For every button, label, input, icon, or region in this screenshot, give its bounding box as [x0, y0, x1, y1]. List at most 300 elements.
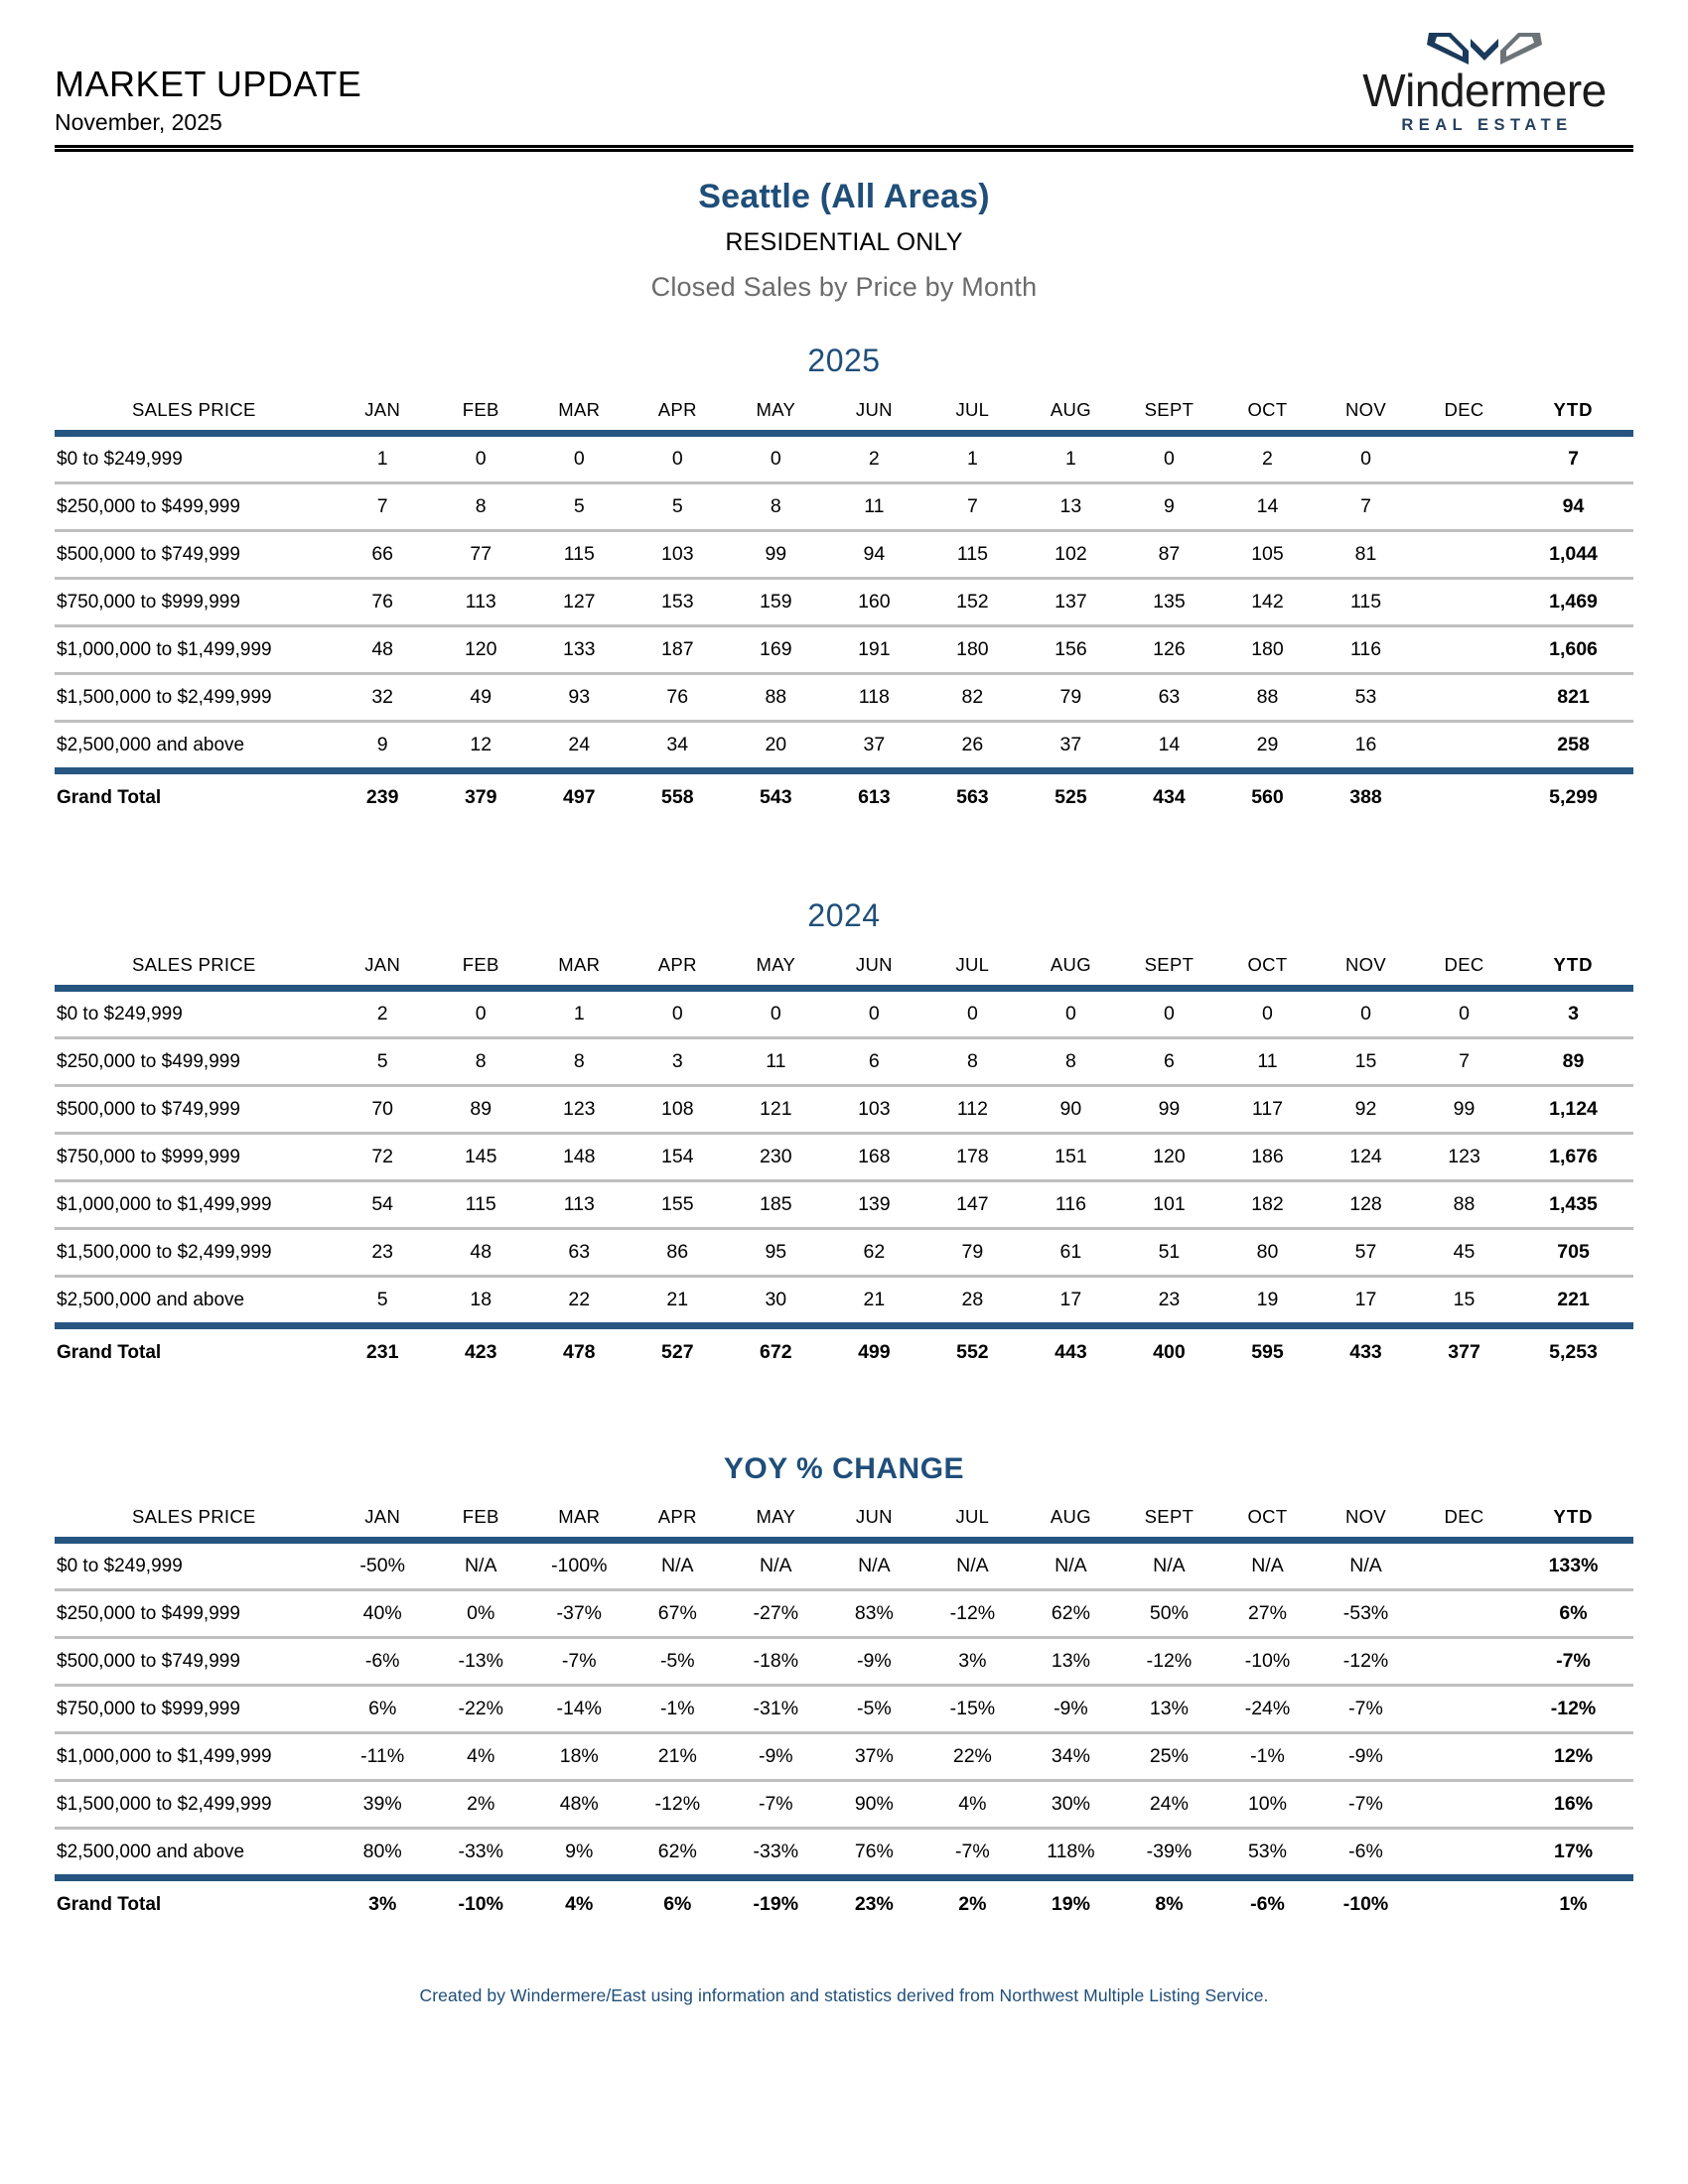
cell-sept: 101: [1120, 1181, 1218, 1229]
cell-sept: 0: [1120, 989, 1218, 1038]
total-cell-may: 543: [760, 786, 792, 808]
cell-jan: 54: [334, 1181, 432, 1229]
cell-jun: 37%: [825, 1733, 923, 1781]
col-header-nov: NOV: [1345, 1506, 1386, 1527]
cell-mar: 24: [530, 722, 629, 771]
cell-sept: N/A: [1120, 1541, 1218, 1590]
cell-mar: 48%: [530, 1781, 629, 1829]
cell-jul: 79: [923, 1229, 1022, 1277]
cell-may: 30: [727, 1277, 825, 1326]
cell-mar: 127: [530, 579, 629, 626]
cell-nov: 116: [1317, 626, 1415, 674]
col-header-ytd: YTD: [1553, 954, 1594, 975]
cell-oct: 186: [1218, 1134, 1317, 1181]
total-cell-apr: 527: [661, 1341, 694, 1363]
col-header-apr: APR: [657, 399, 697, 420]
cell-apr: 0: [629, 989, 727, 1038]
cell-aug: 13: [1022, 483, 1120, 531]
cell-may: 121: [727, 1086, 825, 1134]
table-row-grand-total: [55, 1878, 1633, 1928]
cell-sept: 50%: [1120, 1590, 1218, 1638]
cell-jun: -5%: [825, 1686, 923, 1733]
cell-feb: 115: [432, 1181, 530, 1229]
cell-feb: -33%: [432, 1829, 530, 1878]
row-label-price-band: $2,500,000 and above: [55, 1277, 334, 1326]
total-cell-jul: 2%: [958, 1893, 987, 1915]
total-cell-apr: 558: [661, 786, 694, 808]
cell-feb: 2%: [432, 1781, 530, 1829]
cell-jan: 9: [334, 722, 432, 771]
cell-sept: 63: [1120, 674, 1218, 722]
table-body: [55, 1541, 1633, 1928]
cell-ytd: 1,606: [1513, 626, 1633, 674]
cell-feb: -13%: [432, 1638, 530, 1686]
sales-table-2025: [55, 393, 1633, 820]
cell-may: 88: [727, 674, 825, 722]
total-cell-dec: 377: [1448, 1341, 1480, 1363]
total-cell-jan: 3%: [368, 1893, 397, 1915]
cell-jun: 168: [825, 1134, 923, 1181]
cell-apr: 86: [629, 1229, 727, 1277]
cell-apr: 187: [629, 626, 727, 674]
col-header-jul: JUL: [955, 954, 990, 975]
sales-table-2024: [55, 948, 1633, 1375]
cell-ytd: 12%: [1513, 1733, 1633, 1781]
cell-apr: 154: [629, 1134, 727, 1181]
cell-nov: -9%: [1317, 1733, 1415, 1781]
cell-dec: 99: [1415, 1086, 1513, 1134]
cell-nov: 53: [1317, 674, 1415, 722]
cell-aug: 37: [1022, 722, 1120, 771]
footer-credit: Created by Windermere/East using information and statistics derived from Northwest Multiple Listing Service.: [419, 1985, 1269, 2005]
cell-aug: 8: [1022, 1038, 1120, 1086]
cell-feb: 48: [432, 1229, 530, 1277]
cell-mar: 0: [530, 434, 629, 483]
cell-ytd: 16%: [1513, 1781, 1633, 1829]
row-label-price-band: $250,000 to $499,999: [55, 1590, 334, 1638]
report-title-block: [55, 178, 1633, 303]
row-label-price-band: $0 to $249,999: [55, 1541, 334, 1590]
report-area-title: Seattle (All Areas): [698, 178, 990, 215]
cell-dec: 0: [1415, 989, 1513, 1038]
cell-nov: -12%: [1317, 1638, 1415, 1686]
cell-mar: 8: [530, 1038, 629, 1086]
total-cell-feb: -10%: [458, 1893, 503, 1915]
cell-apr: 5: [629, 483, 727, 531]
cell-nov: 16: [1317, 722, 1415, 771]
total-cell-feb: 423: [464, 1341, 497, 1363]
total-cell-nov: -10%: [1342, 1893, 1389, 1915]
cell-aug: 102: [1022, 531, 1120, 579]
cell-jan: -6%: [334, 1638, 432, 1686]
cell-jun: 0: [825, 989, 923, 1038]
cell-jan: -11%: [334, 1733, 432, 1781]
cell-jul: 22%: [923, 1733, 1022, 1781]
row-label-grand-total: Grand Total: [57, 1341, 162, 1363]
col-header-dec: DEC: [1444, 954, 1484, 975]
cell-ytd: 221: [1513, 1277, 1633, 1326]
cell-apr: 34: [629, 722, 727, 771]
col-header-aug: AUG: [1050, 1506, 1091, 1527]
cell-jan: 72: [334, 1134, 432, 1181]
col-header-nov: NOV: [1345, 399, 1386, 420]
cell-may: -31%: [727, 1686, 825, 1733]
cell-ytd: 821: [1513, 674, 1633, 722]
table-header-row: [55, 948, 1633, 989]
cell-may: 0: [727, 989, 825, 1038]
table-header-row: [55, 393, 1633, 434]
cell-dec: [1415, 531, 1513, 579]
table-row: [55, 1181, 1633, 1229]
cell-jul: 180: [923, 626, 1022, 674]
table-row: [55, 1781, 1633, 1829]
cell-aug: 62%: [1022, 1590, 1120, 1638]
cell-aug: 156: [1022, 626, 1120, 674]
cell-jul: 115: [923, 531, 1022, 579]
cell-jan: 76: [334, 579, 432, 626]
cell-sept: 23: [1120, 1277, 1218, 1326]
cell-feb: 89: [432, 1086, 530, 1134]
cell-jan: 70: [334, 1086, 432, 1134]
cell-dec: [1415, 1733, 1513, 1781]
cell-jun: 160: [825, 579, 923, 626]
cell-jul: 28: [923, 1277, 1022, 1326]
cell-mar: 148: [530, 1134, 629, 1181]
total-cell-feb: 379: [464, 786, 497, 808]
col-header-oct: OCT: [1247, 399, 1288, 420]
logo-tagline: REAL ESTATE: [1401, 116, 1573, 134]
col-header-aug: AUG: [1050, 954, 1091, 975]
cell-jul: 0: [923, 989, 1022, 1038]
col-header-sales-price: SALES PRICE: [132, 954, 256, 975]
page-header: [55, 0, 1633, 139]
cell-dec: [1415, 1686, 1513, 1733]
col-header-jul: JUL: [955, 1506, 990, 1527]
table-row: [55, 483, 1633, 531]
cell-ytd: 1,435: [1513, 1181, 1633, 1229]
cell-jun: 21: [825, 1277, 923, 1326]
cell-oct: 53%: [1218, 1829, 1317, 1878]
cell-oct: 142: [1218, 579, 1317, 626]
cell-jan: 7: [334, 483, 432, 531]
cell-ytd: 258: [1513, 722, 1633, 771]
cell-aug: 34%: [1022, 1733, 1120, 1781]
col-header-ytd: YTD: [1553, 1506, 1594, 1527]
cell-sept: -12%: [1120, 1638, 1218, 1686]
row-label-price-band: $1,500,000 to $2,499,999: [55, 1781, 334, 1829]
col-header-jun: JUN: [855, 399, 893, 420]
cell-mar: 133: [530, 626, 629, 674]
cell-oct: 10%: [1218, 1781, 1317, 1829]
cell-feb: N/A: [432, 1541, 530, 1590]
cell-oct: -10%: [1218, 1638, 1317, 1686]
row-label-price-band: $500,000 to $749,999: [55, 1638, 334, 1686]
report-property-type: RESIDENTIAL ONLY: [725, 228, 963, 256]
cell-dec: [1415, 579, 1513, 626]
cell-aug: 61: [1022, 1229, 1120, 1277]
total-cell-aug: 443: [1055, 1341, 1087, 1363]
cell-ytd: 705: [1513, 1229, 1633, 1277]
total-cell-dec: [1415, 1878, 1513, 1928]
row-label-price-band: $500,000 to $749,999: [55, 531, 334, 579]
col-header-feb: FEB: [462, 954, 499, 975]
total-cell-sept: 434: [1153, 786, 1186, 808]
cell-feb: -22%: [432, 1686, 530, 1733]
row-label-price-band: $0 to $249,999: [55, 989, 334, 1038]
total-cell-jun: 23%: [854, 1893, 894, 1915]
cell-aug: 137: [1022, 579, 1120, 626]
table-body: [55, 434, 1633, 821]
cell-jul: 8: [923, 1038, 1022, 1086]
table-row: [55, 1541, 1633, 1590]
cell-apr: 21%: [629, 1733, 727, 1781]
cell-may: -27%: [727, 1590, 825, 1638]
cell-may: 8: [727, 483, 825, 531]
cell-apr: 153: [629, 579, 727, 626]
cell-sept: 24%: [1120, 1781, 1218, 1829]
col-header-may: MAY: [756, 399, 796, 420]
yoy-change-table: [55, 1500, 1633, 1927]
cell-feb: 0%: [432, 1590, 530, 1638]
cell-sept: 99: [1120, 1086, 1218, 1134]
cell-jun: 37: [825, 722, 923, 771]
cell-jul: N/A: [923, 1541, 1022, 1590]
cell-ytd: -12%: [1513, 1686, 1633, 1733]
cell-jun: 76%: [825, 1829, 923, 1878]
total-cell-dec: [1415, 771, 1513, 821]
cell-apr: N/A: [629, 1541, 727, 1590]
cell-sept: 25%: [1120, 1733, 1218, 1781]
table-row: [55, 1038, 1633, 1086]
cell-dec: [1415, 1781, 1513, 1829]
cell-jun: 103: [825, 1086, 923, 1134]
row-label-price-band: $500,000 to $749,999: [55, 1086, 334, 1134]
cell-jul: -12%: [923, 1590, 1022, 1638]
windermere-w-chevron-icon: [1336, 26, 1633, 68]
cell-oct: 14: [1218, 483, 1317, 531]
report-description: Closed Sales by Price by Month: [650, 272, 1038, 302]
cell-mar: 93: [530, 674, 629, 722]
cell-feb: 0: [432, 989, 530, 1038]
cell-sept: 135: [1120, 579, 1218, 626]
cell-aug: 116: [1022, 1181, 1120, 1229]
cell-jun: N/A: [825, 1541, 923, 1590]
cell-feb: 8: [432, 483, 530, 531]
row-label-price-band: $1,000,000 to $1,499,999: [55, 1181, 334, 1229]
col-header-aug: AUG: [1050, 399, 1091, 420]
col-header-apr: APR: [657, 1506, 697, 1527]
cell-ytd: 6%: [1513, 1590, 1633, 1638]
col-header-dec: DEC: [1444, 1506, 1484, 1527]
row-label-price-band: $750,000 to $999,999: [55, 579, 334, 626]
cell-dec: [1415, 626, 1513, 674]
total-cell-oct: 560: [1251, 786, 1284, 808]
section-heading-2024: 2024: [807, 897, 881, 933]
cell-aug: 1: [1022, 434, 1120, 483]
cell-nov: -6%: [1317, 1829, 1415, 1878]
cell-oct: 80: [1218, 1229, 1317, 1277]
cell-apr: -5%: [629, 1638, 727, 1686]
cell-feb: 0: [432, 434, 530, 483]
cell-dec: 88: [1415, 1181, 1513, 1229]
cell-jul: 4%: [923, 1781, 1022, 1829]
cell-feb: 113: [432, 579, 530, 626]
cell-ytd: 17%: [1513, 1829, 1633, 1878]
cell-may: N/A: [727, 1541, 825, 1590]
cell-jan: 6%: [334, 1686, 432, 1733]
table-row: [55, 1829, 1633, 1878]
cell-feb: 12: [432, 722, 530, 771]
cell-jul: 152: [923, 579, 1022, 626]
table-row: [55, 531, 1633, 579]
cell-jun: 191: [825, 626, 923, 674]
cell-mar: 18%: [530, 1733, 629, 1781]
cell-ytd: 94: [1513, 483, 1633, 531]
cell-apr: -1%: [629, 1686, 727, 1733]
cell-dec: [1415, 722, 1513, 771]
cell-may: 0: [727, 434, 825, 483]
table-body: [55, 989, 1633, 1376]
cell-sept: -39%: [1120, 1829, 1218, 1878]
cell-nov: 92: [1317, 1086, 1415, 1134]
total-cell-sept: 8%: [1155, 1893, 1184, 1915]
table-row-grand-total: [55, 771, 1633, 821]
cell-oct: -1%: [1218, 1733, 1317, 1781]
col-header-sales-price: SALES PRICE: [132, 1506, 256, 1527]
cell-jan: 80%: [334, 1829, 432, 1878]
total-cell-nov: 433: [1349, 1341, 1382, 1363]
cell-nov: 124: [1317, 1134, 1415, 1181]
cell-aug: 13%: [1022, 1638, 1120, 1686]
total-cell-may: -19%: [753, 1893, 799, 1915]
cell-jun: -9%: [825, 1638, 923, 1686]
total-cell-jul: 563: [956, 786, 989, 808]
cell-apr: 155: [629, 1181, 727, 1229]
cell-oct: 105: [1218, 531, 1317, 579]
cell-jul: 147: [923, 1181, 1022, 1229]
total-cell-ytd: 1%: [1559, 1893, 1588, 1915]
row-label-price-band: $1,500,000 to $2,499,999: [55, 1229, 334, 1277]
cell-nov: -53%: [1317, 1590, 1415, 1638]
cell-sept: 51: [1120, 1229, 1218, 1277]
cell-mar: 63: [530, 1229, 629, 1277]
cell-apr: 76: [629, 674, 727, 722]
cell-feb: 8: [432, 1038, 530, 1086]
cell-nov: 81: [1317, 531, 1415, 579]
header-divider: [55, 145, 1633, 152]
cell-oct: 11: [1218, 1038, 1317, 1086]
total-cell-oct: 595: [1251, 1341, 1284, 1363]
table-row: [55, 1277, 1633, 1326]
cell-may: 11: [727, 1038, 825, 1086]
col-header-may: MAY: [756, 954, 796, 975]
col-header-sept: SEPT: [1144, 399, 1195, 420]
cell-aug: -9%: [1022, 1686, 1120, 1733]
cell-nov: 115: [1317, 579, 1415, 626]
cell-oct: 0: [1218, 989, 1317, 1038]
row-label-price-band: $1,000,000 to $1,499,999: [55, 626, 334, 674]
cell-may: 159: [727, 579, 825, 626]
col-header-jul: JUL: [955, 399, 990, 420]
total-cell-jan: 239: [365, 786, 399, 808]
total-cell-jun: 613: [858, 786, 891, 808]
cell-ytd: 3: [1513, 989, 1633, 1038]
cell-may: 20: [727, 722, 825, 771]
table-row: [55, 989, 1633, 1038]
col-header-feb: FEB: [462, 1506, 499, 1527]
cell-oct: 19: [1218, 1277, 1317, 1326]
total-cell-apr: 6%: [663, 1893, 692, 1915]
cell-jan: 39%: [334, 1781, 432, 1829]
cell-dec: 15: [1415, 1277, 1513, 1326]
page-title: MARKET UPDATE: [55, 63, 362, 104]
cell-dec: 123: [1415, 1134, 1513, 1181]
cell-dec: [1415, 1541, 1513, 1590]
cell-ytd: 89: [1513, 1038, 1633, 1086]
logo-wordmark: Windermere: [1362, 65, 1607, 117]
cell-jul: 26: [923, 722, 1022, 771]
cell-jun: 6: [825, 1038, 923, 1086]
col-header-nov: NOV: [1345, 954, 1386, 975]
cell-ytd: 1,124: [1513, 1086, 1633, 1134]
cell-nov: 7: [1317, 483, 1415, 531]
cell-mar: 123: [530, 1086, 629, 1134]
cell-jun: 83%: [825, 1590, 923, 1638]
col-header-apr: APR: [657, 954, 697, 975]
cell-mar: -14%: [530, 1686, 629, 1733]
cell-mar: 22: [530, 1277, 629, 1326]
cell-aug: N/A: [1022, 1541, 1120, 1590]
table-row: [55, 722, 1633, 771]
table-row: [55, 1086, 1633, 1134]
cell-feb: 145: [432, 1134, 530, 1181]
row-label-price-band: $1,500,000 to $2,499,999: [55, 674, 334, 722]
cell-aug: 17: [1022, 1277, 1120, 1326]
table-row: [55, 626, 1633, 674]
table-row: [55, 1229, 1633, 1277]
cell-jul: -7%: [923, 1829, 1022, 1878]
total-cell-ytd: 5,299: [1549, 786, 1598, 808]
cell-feb: 4%: [432, 1733, 530, 1781]
total-cell-oct: -6%: [1250, 1893, 1285, 1915]
total-cell-nov: 388: [1349, 786, 1382, 808]
cell-oct: 88: [1218, 674, 1317, 722]
cell-aug: 90: [1022, 1086, 1120, 1134]
cell-jul: 7: [923, 483, 1022, 531]
cell-oct: 2: [1218, 434, 1317, 483]
total-cell-ytd: 5,253: [1549, 1341, 1598, 1363]
total-cell-jun: 499: [858, 1341, 891, 1363]
col-header-oct: OCT: [1247, 954, 1288, 975]
cell-may: -18%: [727, 1638, 825, 1686]
cell-mar: 113: [530, 1181, 629, 1229]
cell-jul: 112: [923, 1086, 1022, 1134]
cell-sept: 9: [1120, 483, 1218, 531]
cell-sept: 6: [1120, 1038, 1218, 1086]
col-header-jan: JAN: [364, 399, 401, 420]
section-heading-yoy: YOY % CHANGE: [723, 1452, 965, 1485]
cell-jan: -50%: [334, 1541, 432, 1590]
cell-oct: -24%: [1218, 1686, 1317, 1733]
cell-ytd: 7: [1513, 434, 1633, 483]
cell-mar: 115: [530, 531, 629, 579]
cell-nov: 17: [1317, 1277, 1415, 1326]
row-label-grand-total: Grand Total: [57, 786, 162, 808]
cell-nov: -7%: [1317, 1781, 1415, 1829]
row-label-price-band: $0 to $249,999: [55, 434, 334, 483]
cell-apr: 108: [629, 1086, 727, 1134]
col-header-ytd: YTD: [1553, 399, 1594, 420]
